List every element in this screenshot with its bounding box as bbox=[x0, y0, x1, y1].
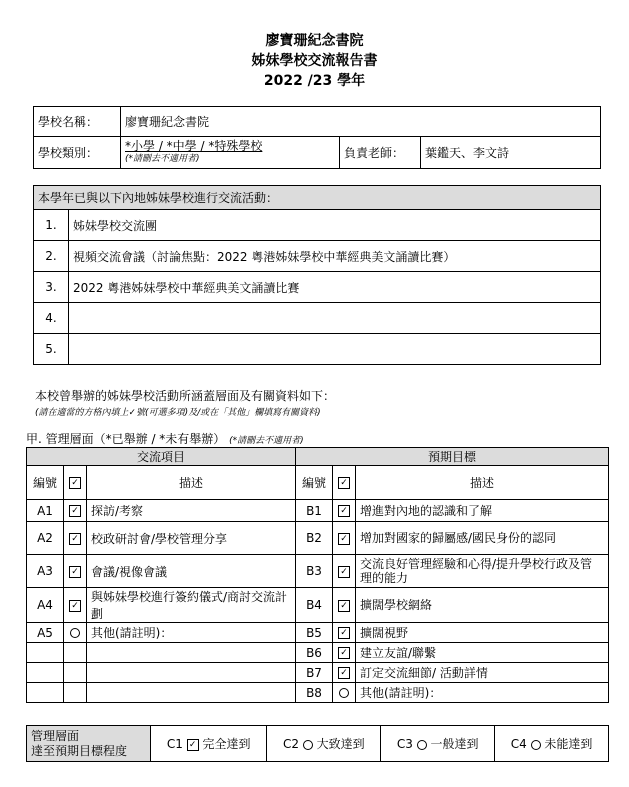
mark-cell bbox=[64, 588, 87, 623]
col-num-a: 編號 bbox=[27, 466, 64, 500]
checkbox-checked-icon: ✓ bbox=[338, 600, 350, 612]
degree-option-c1 bbox=[151, 726, 267, 762]
checkbox-icon: ✓ bbox=[338, 477, 350, 489]
activity-text: 2022 粵港姊妹學校中華經典美文誦讀比賽 bbox=[69, 272, 601, 303]
item-desc bbox=[87, 663, 296, 683]
checkbox-checked-icon: ✓ bbox=[338, 566, 350, 578]
mark-cell bbox=[64, 555, 87, 588]
table-row bbox=[27, 555, 609, 588]
item-desc: 探訪/考察 bbox=[87, 500, 296, 522]
degree-code: C2 bbox=[282, 737, 299, 751]
goal-code: B7 bbox=[296, 663, 333, 683]
item-code: A3 bbox=[27, 555, 64, 588]
teacher-label: 負責老師： bbox=[340, 137, 421, 169]
section-a-rows bbox=[27, 500, 609, 703]
checkbox-checked-icon: ✓ bbox=[338, 647, 350, 659]
item-desc: 其他(請註明)： bbox=[87, 623, 296, 643]
activity-num: 3. bbox=[34, 272, 69, 303]
table-row bbox=[27, 623, 609, 643]
mark-cell bbox=[64, 500, 87, 522]
degree-text: 未能達到 bbox=[544, 737, 593, 751]
checkbox-checked-icon: ✓ bbox=[69, 505, 81, 517]
goal-code: B6 bbox=[296, 643, 333, 663]
mark-cell bbox=[333, 555, 356, 588]
item-code bbox=[27, 643, 64, 663]
school-type-label: 學校類別： bbox=[34, 137, 121, 169]
section-a-title: 甲. 管理層面（*已舉辦 / *未有舉辦） bbox=[26, 432, 226, 446]
school-info-table bbox=[33, 106, 601, 169]
col-num-b: 編號 bbox=[296, 466, 333, 500]
mark-cell bbox=[64, 643, 87, 663]
degree-label: 管理層面 達至預期目標程度 bbox=[27, 726, 151, 762]
col-check-a bbox=[64, 466, 87, 500]
goal-code: B1 bbox=[296, 500, 333, 522]
checkbox-checked-icon: ✓ bbox=[69, 566, 81, 578]
goal-desc: 其他(請註明)： bbox=[356, 683, 609, 703]
report-title: 姊妹學校交流報告書 bbox=[251, 53, 378, 69]
school-name-value: 廖寶珊紀念書院 bbox=[121, 107, 601, 137]
degree-text: 一般達到 bbox=[430, 737, 479, 751]
activity-num: 1. bbox=[34, 210, 69, 241]
item-code: A5 bbox=[27, 623, 64, 643]
activity-text bbox=[69, 334, 601, 365]
section-a-note: (*請刪去不適用者) bbox=[229, 436, 304, 446]
item-code: A4 bbox=[27, 588, 64, 623]
item-code: A2 bbox=[27, 522, 64, 555]
degree-option-c3 bbox=[381, 726, 495, 762]
mark-cell bbox=[64, 623, 87, 643]
goal-desc: 交流良好管理經驗和心得/提升學校行政及管理的能力 bbox=[356, 555, 609, 588]
table-row bbox=[27, 522, 609, 555]
goal-desc: 增加對國家的歸屬感/國民身份的認同 bbox=[356, 522, 609, 555]
section-a-title-wrap bbox=[26, 430, 304, 447]
activity-text bbox=[69, 303, 601, 334]
mark-cell bbox=[64, 683, 87, 703]
degree-code: C3 bbox=[396, 737, 413, 751]
checkbox-checked-icon: ✓ bbox=[338, 627, 350, 639]
degree-option-c4 bbox=[495, 726, 609, 762]
activity-num: 2. bbox=[34, 241, 69, 272]
goal-desc: 建立友誼/聯繫 bbox=[356, 643, 609, 663]
checkbox-checked-icon: ✓ bbox=[338, 533, 350, 545]
degree-option-c2 bbox=[267, 726, 381, 762]
item-desc: 校政研討會/學校管理分享 bbox=[87, 522, 296, 555]
item-desc: 會議/視像會議 bbox=[87, 555, 296, 588]
checkbox-checked-icon: ✓ bbox=[338, 667, 350, 679]
mark-cell bbox=[333, 588, 356, 623]
school-name-label: 學校名稱： bbox=[34, 107, 121, 137]
goal-code: B8 bbox=[296, 683, 333, 703]
checkbox-checked-icon: ✓ bbox=[338, 505, 350, 517]
activity-num: 5. bbox=[34, 334, 69, 365]
mark-cell bbox=[333, 663, 356, 683]
mark-cell bbox=[333, 643, 356, 663]
school-type-note: (*請刪去不適用者) bbox=[125, 153, 200, 164]
item-desc: 與姊妹學校進行簽約儀式/商討交流計劃 bbox=[87, 588, 296, 623]
mark-cell bbox=[333, 522, 356, 555]
school-type-value: *小學 / *中學 / *特殊學校 bbox=[125, 138, 263, 153]
item-code bbox=[27, 683, 64, 703]
goal-code: B4 bbox=[296, 588, 333, 623]
teacher-value: 葉鑑天、李文詩 bbox=[421, 137, 601, 169]
item-code bbox=[27, 663, 64, 683]
circle-icon bbox=[70, 628, 80, 638]
table-row bbox=[27, 663, 609, 683]
degree-code: C4 bbox=[510, 737, 527, 751]
right-header: 預期目標 bbox=[296, 448, 609, 466]
circle-icon bbox=[339, 688, 349, 698]
goal-desc: 訂定交流細節/ 活動詳情 bbox=[356, 663, 609, 683]
table-row bbox=[27, 500, 609, 522]
circle-icon bbox=[417, 740, 427, 750]
degree-text: 大致達到 bbox=[316, 737, 365, 751]
circle-icon bbox=[531, 740, 541, 750]
mark-cell bbox=[64, 663, 87, 683]
school-type-cell bbox=[121, 137, 340, 169]
table-row bbox=[27, 643, 609, 663]
mark-cell bbox=[64, 522, 87, 555]
col-check-b bbox=[333, 466, 356, 500]
goal-desc: 擴闊學校網絡 bbox=[356, 588, 609, 623]
mark-cell bbox=[333, 500, 356, 522]
checkbox-checked-icon: ✓ bbox=[187, 739, 199, 751]
degree-table bbox=[26, 725, 609, 762]
goal-desc: 增進對內地的認識和了解 bbox=[356, 500, 609, 522]
goal-desc: 擴闊視野 bbox=[356, 623, 609, 643]
section-a-table bbox=[26, 447, 609, 703]
school-title: 廖寶珊紀念書院 bbox=[265, 33, 364, 49]
checkbox-checked-icon: ✓ bbox=[69, 533, 81, 545]
col-desc-a: 描述 bbox=[87, 466, 296, 500]
activity-text: 姊妹學校交流團 bbox=[69, 210, 601, 241]
checkbox-checked-icon: ✓ bbox=[69, 600, 81, 612]
circle-icon bbox=[303, 740, 313, 750]
goal-code: B2 bbox=[296, 522, 333, 555]
academic-year: 2022 /23 學年 bbox=[263, 73, 366, 89]
col-desc-b: 描述 bbox=[356, 466, 609, 500]
checkbox-icon: ✓ bbox=[69, 477, 81, 489]
goal-code: B5 bbox=[296, 623, 333, 643]
degree-text: 完全達到 bbox=[202, 737, 251, 751]
item-code: A1 bbox=[27, 500, 64, 522]
activities-heading: 本學年已與以下內地姊妹學校進行交流活動： bbox=[34, 186, 601, 210]
left-header: 交流項目 bbox=[27, 448, 296, 466]
coverage-note: (請在適當的方格內填上✓號(可選多項)及/或在「其他」欄填寫有關資料) bbox=[35, 408, 321, 418]
mark-cell bbox=[333, 683, 356, 703]
coverage-intro: 本校曾舉辦的姊妹學校活動所涵蓋層面及有關資料如下： bbox=[35, 389, 336, 403]
mark-cell bbox=[333, 623, 356, 643]
table-row bbox=[27, 588, 609, 623]
activities-table bbox=[33, 185, 601, 365]
activity-text: 視頻交流會議（討論焦點：2022 粵港姊妹學校中華經典美文誦讀比賽） bbox=[69, 241, 601, 272]
table-row bbox=[27, 683, 609, 703]
goal-code: B3 bbox=[296, 555, 333, 588]
activity-num: 4. bbox=[34, 303, 69, 334]
item-desc bbox=[87, 643, 296, 663]
item-desc bbox=[87, 683, 296, 703]
degree-code: C1 bbox=[166, 737, 183, 751]
